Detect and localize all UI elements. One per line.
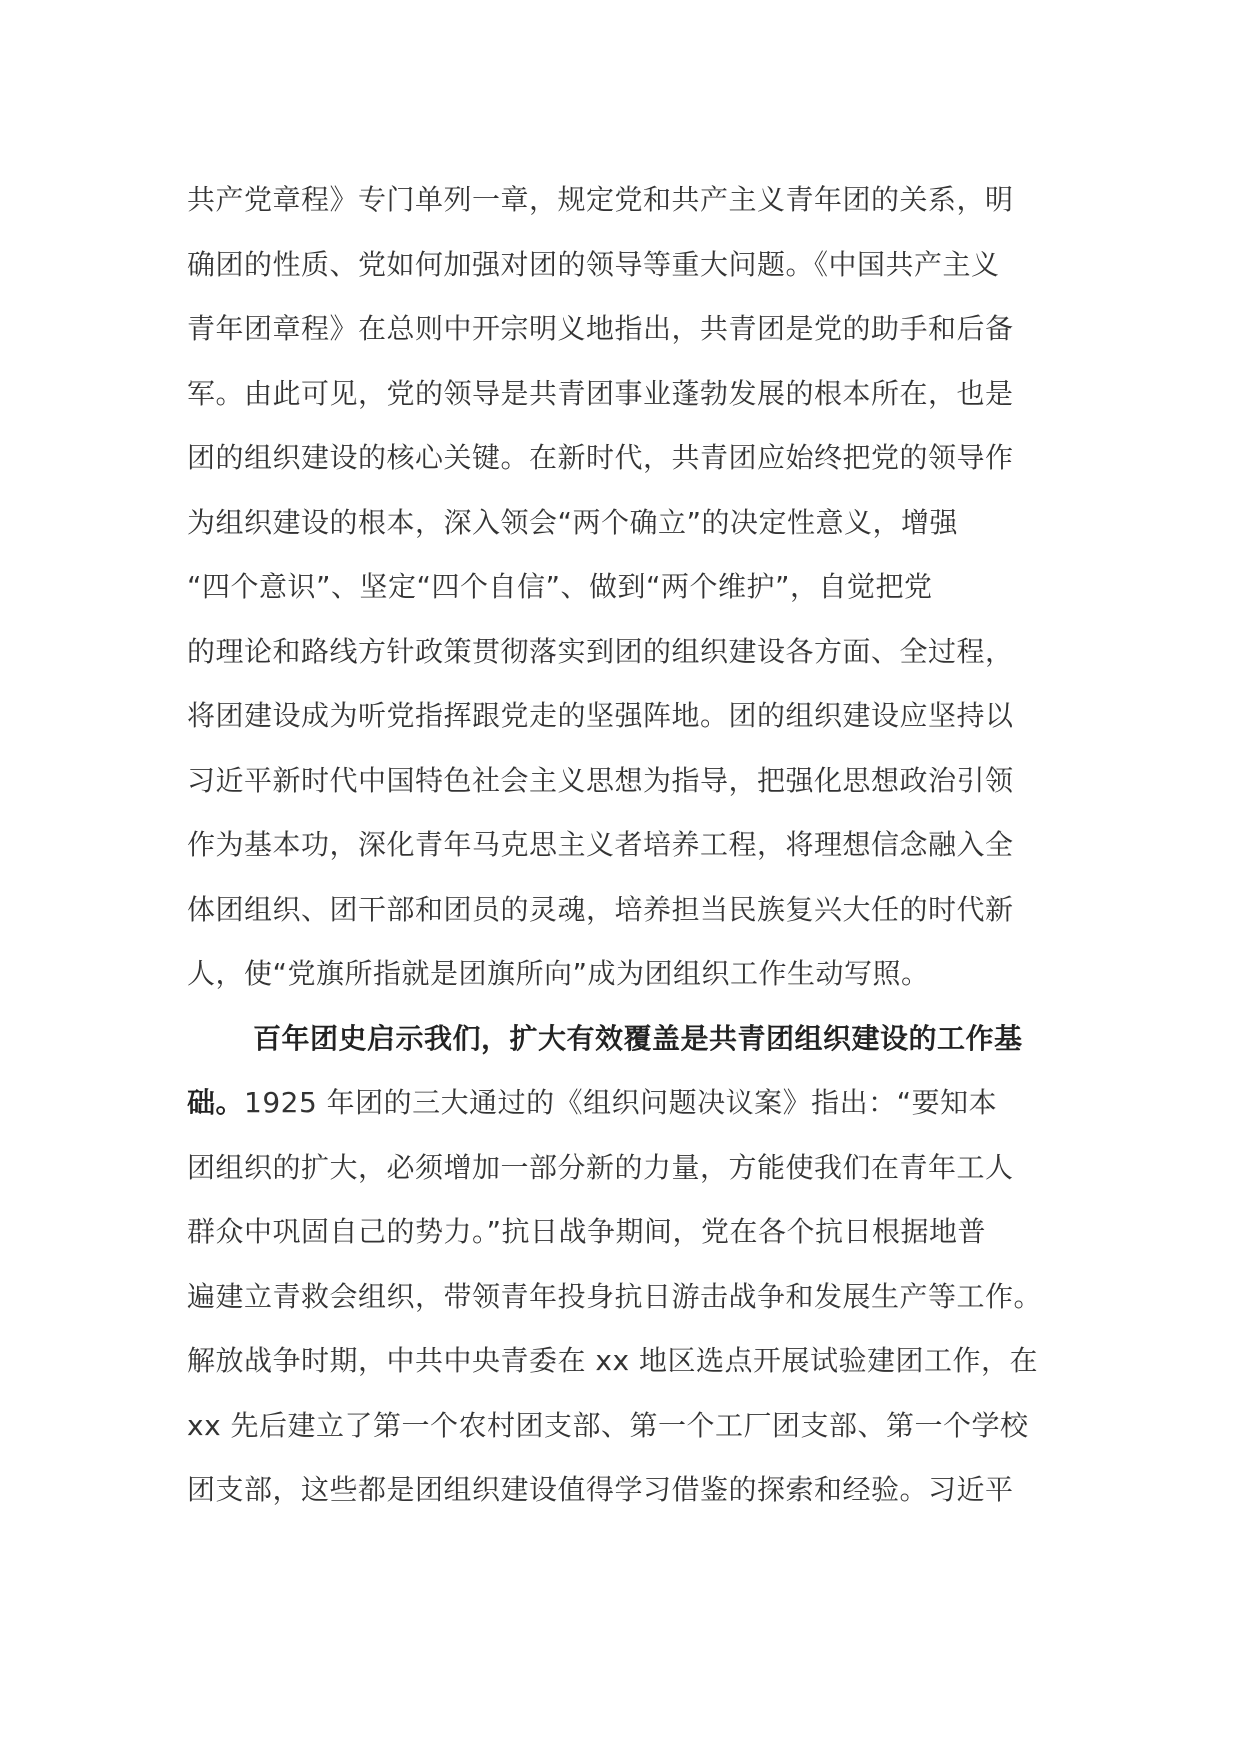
text-line: 作为基本功，深化青年马克思主义者培养工程，将理想信念融入全 [187, 828, 1014, 861]
paragraph-heading-end: 础。 [187, 1086, 245, 1119]
text-line: 青年团章程》在总则中开宗明义地指出，共青团是党的助手和后备 [187, 312, 1014, 345]
text-line: 体团组织、团干部和团员的灵魂，培养担当民族复兴大任的时代新 [187, 892, 1014, 926]
text-line: xx 先后建立了第一个农村团支部、第一个工厂团支部、第一个学校 [187, 1408, 1029, 1442]
text-line: 团组织的扩大，必须增加一部分新的力量，方能使我们在青年工人 [187, 1150, 1014, 1184]
text-line: 的理论和路线方针政策贯彻落实到团的组织建设各方面、全过程， [187, 634, 1014, 668]
text-line: 团的组织建设的核心关键。在新时代，共青团应始终把党的领导作 [187, 441, 1014, 474]
text-line: 人，使“党旗所指就是团旗所向”成为团组织工作生动写照。 [187, 957, 930, 990]
text-line: 解放战争时期，中共中央青委在 xx 地区选点开展试验建团工作，在 [187, 1344, 1038, 1377]
text-line: 确团的性质、党如何加强对团的领导等重大问题。《中国共产主义 [187, 247, 1000, 281]
text-line: 军。由此可见，党的领导是共青团事业蓬勃发展的根本所在，也是 [187, 376, 1014, 410]
text-line [187, 1071, 1057, 1136]
text-line: 团支部，这些都是团组织建设值得学习借鉴的探索和经验。习近平 [187, 1473, 1014, 1506]
text-line: 将团建设成为听党指挥跟党走的坚强阵地。团的组织建设应坚持以 [187, 699, 1014, 732]
text-line: 习近平新时代中国特色社会主义思想为指导，把强化思想政治引领 [187, 763, 1014, 797]
text-line: 遍建立青救会组织，带领青年投身抗日游击战争和发展生产等工作。 [187, 1279, 1043, 1313]
paragraph-heading: 百年团史启示我们，扩大有效覆盖是共青团组织建设的工作基 [253, 1021, 1023, 1055]
text-line: 为组织建设的根本，深入领会“两个确立”的决定性意义，增强 [187, 505, 959, 539]
text-line: “四个意识”、坚定“四个自信”、做到“两个维护”，自觉把党 [187, 570, 933, 603]
text-line: 群众中巩固自己的势力。”抗日战争期间，党在各个抗日根据地普 [187, 1215, 987, 1248]
body-text [187, 168, 1057, 1523]
text-line: 共产党章程》专门单列一章，规定党和共产主义青年团的关系，明 [187, 183, 1014, 216]
text-line-rest: 1925 年团的三大通过的《组织问题决议案》指出：“要知本 [244, 1086, 998, 1119]
